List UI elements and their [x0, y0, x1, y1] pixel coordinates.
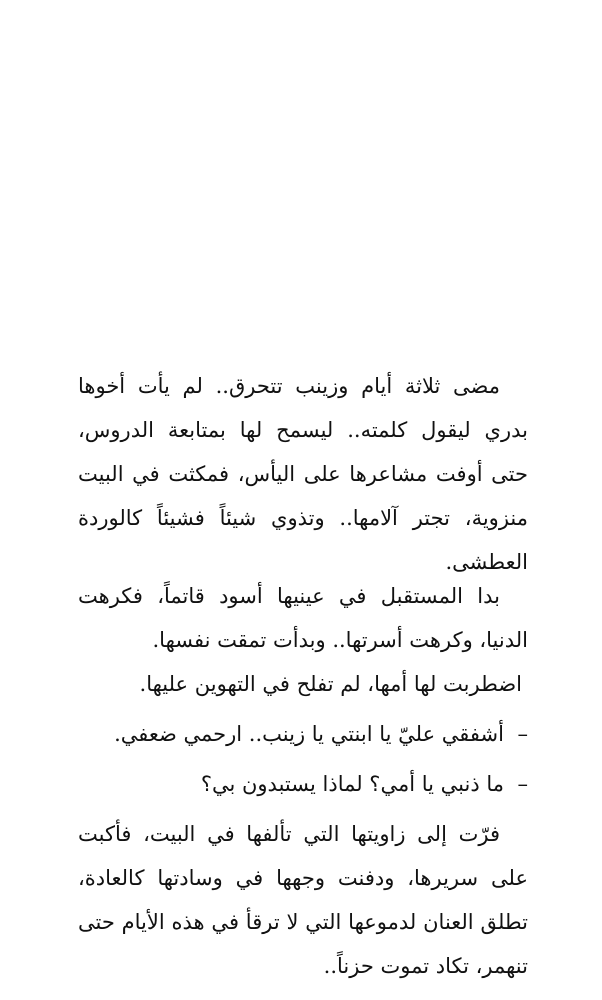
paragraph-1: [78, 364, 528, 584]
paragraph-4-text: فرّت إلى زاويتها التي تألفها في البيت، فأكبت على سريرها، ودفنت وجهها في وسادتها كالعادة، تطلق العنان لدموعها التي لا ترقأ في هذه الأيام حتى تنهمر، تكاد تموت حزناً..: [78, 822, 528, 978]
paragraph-1-text: مضى ثلاثة أيام وزينب تتحرق.. لم يأت أخوها بدري ليقول كلمته.. ليسمح لها بمتابعة الدروس، حتى أوفت مشاعرها على اليأس، فمكثت في البيت منزوية، تجتر آلامها.. وتذوي شيئاً فشيئاً كالوردة العطشى.: [78, 374, 528, 574]
dialogue-2-text: ما ذنبي يا أمي؟ لماذا يستبدون بي؟: [200, 772, 504, 796]
paragraph-2: [78, 574, 528, 662]
dialogue-line-2: [0, 762, 528, 806]
paragraph-3-text: اضطربت لها أمها، لم تفلح في التهوين عليها.: [139, 672, 522, 696]
dialogue-1-text: أشفقي عليّ يا ابنتي يا زينب.. ارحمي ضعفي.: [114, 722, 504, 746]
paragraph-4: [78, 812, 528, 988]
paragraph-3: [0, 662, 522, 706]
dialogue-dash-1: –: [517, 722, 528, 746]
paragraph-2-text: بدا المستقبل في عينيها أسود قاتماً، فكرهت الدنيا، وكرهت أسرتها.. وبدأت تمقت نفسها.: [78, 584, 528, 652]
dialogue-line-1: [0, 712, 528, 756]
dialogue-dash-2: –: [517, 772, 528, 796]
